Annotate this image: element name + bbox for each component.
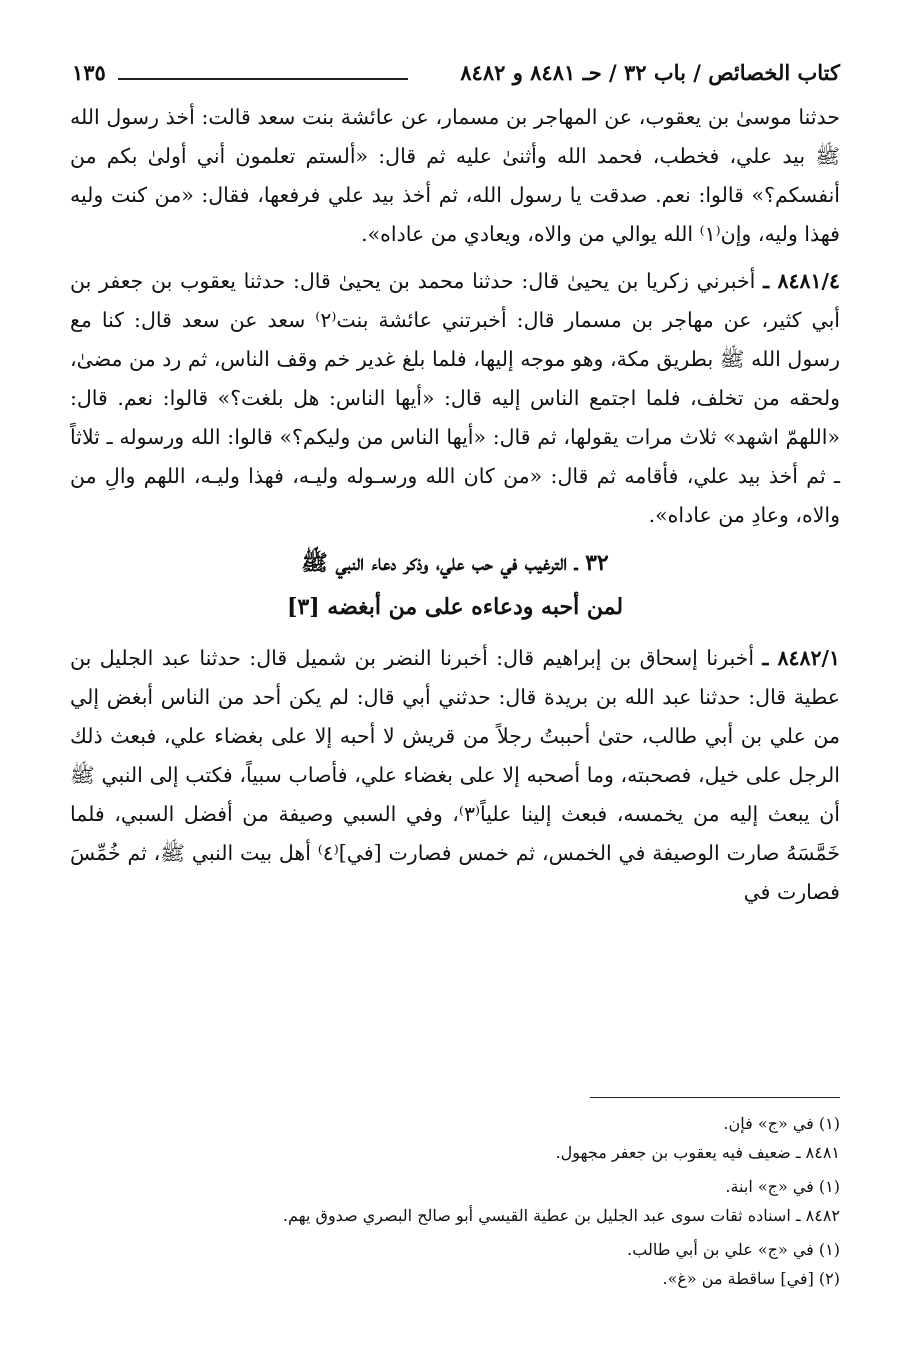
chapter-title-line1: ٣٢ ـ الترغيب في حب علي، وذكر دعاء النبي ﷺ (301, 550, 609, 576)
footnote: (١) في «ج» فإن. (723, 1114, 840, 1133)
chapter-title-line2: لمن أحبه ودعاءه على من أبغضه [٣] (286, 594, 624, 620)
footnote: (١) في «ج» علي بن أبي طالب. (627, 1240, 840, 1259)
footnote: ٨٤٨٢ ـ اسناده ثقات سوى عبد الجليل بن عطية القيسي أبو صالح البصري صدوق يهم. (282, 1205, 840, 1225)
hadith-number: ٨٤٨٢/١ ـ (762, 646, 840, 670)
hadith-text: أخبرنا إسحاق بن إبراهيم قال: أخبرنا النضر بن شميل قال: حدثنا عبد الجليل بن عطية قال: حدثنا عبد الله بن بريدة قال: حدثني أبي قال: لم يكن أحد من الناس أبغض إلي من علي بن أبي طالب، حتىٰ أحببتُ رجلاً من قريش لا أحبه إلا على بغضاء علي، فبعث ذلك الرجل على خيل، فصحبته، وما أصحبه إلا على بغضاء علي، فأصاب سبياً، فكتب إلى النبي ﷺ أن يبعث إليه من يخمسه، فبعث إلينا علياً⁽٣⁾، وفي السبي وصيفة من أفضل السبي، فلما خَمَّسَهُ صارت الوصيفة في الخمس، ثم خمس فصارت [في]⁽٤⁾ أهل بيت النبي ﷺ، ثم خُمِّسَ فصارت في (70, 646, 841, 904)
footnote: ٨٤٨١ ـ ضعيف فيه يعقوب بن جعفر مجهول. (555, 1142, 840, 1162)
hadith-8481 (70, 262, 840, 535)
running-header (70, 58, 840, 98)
header-title: كتاب الخصائص / باب ٣٢ / حـ ٨٤٨١ و ٨٤٨٢ (460, 60, 840, 85)
hadith-text: أخبرني زكريا بن يحيىٰ قال: حدثنا محمد بن يحيىٰ قال: حدثنا يعقوب بن جعفر بن أبي كثير، عن مهاجر بن مسمار قال: أخبرتني عائشة بنت⁽٢⁾ سعد عن سعد قال: كنا مع رسول الله ﷺ بطريق مكة، وهو موجه إليها، فلما بلغ غدير خم وقف الناس، ثم رد من مضىٰ، ولحقه من تخلف، فلما اجتمع الناس إليه قال: «أيها الناس: هل بلغت؟» قالوا: نعم. قال: «اللهمّ اشهد» ثلاث مرات يقولها، ثم قال: «أيها الناس من وليكم؟» قالوا: الله ورسوله ـ ثلاثاً ـ ثم أخذ بيد علي، فأقامه ثم قال: «من كان الله ورسـوله وليـه، فهذا وليـه، اللهم والِ من والاه، وعادِ من عاداه». (70, 269, 840, 527)
footnote: (١) في «ج» ابنة. (725, 1177, 840, 1196)
chapter-heading (70, 541, 840, 629)
paragraph-text: حدثنا موسىٰ بن يعقوب، عن المهاجر بن مسمار، عن عائشة بنت سعد قالت: أخذ رسول الله ﷺ بيد علي، فخطب، فحمد الله وأثنىٰ عليه ثم قال: «ألستم تعلمون أني أولىٰ بكم من أنفسكم؟» قالوا: نعم. صدقت يا رسول الله، ثم أخذ بيد علي فرفعها، فقال: «من كنت وليه فهذا وليه، وإن⁽١⁾ الله يوالي من والاه، ويعادي من عاداه». (70, 105, 840, 246)
page-number: ١٣٥ (72, 60, 106, 85)
footnotes (70, 1097, 840, 1293)
hadith-8482 (70, 639, 840, 912)
footnote: (٢) [في] ساقطة من «غ». (662, 1268, 840, 1288)
hadith-number: ٨٤٨١/٤ ـ (763, 269, 840, 293)
footnote-rule (590, 1097, 840, 1098)
header-rule (118, 78, 408, 80)
paragraph-1 (70, 98, 840, 254)
page-body (70, 58, 840, 912)
